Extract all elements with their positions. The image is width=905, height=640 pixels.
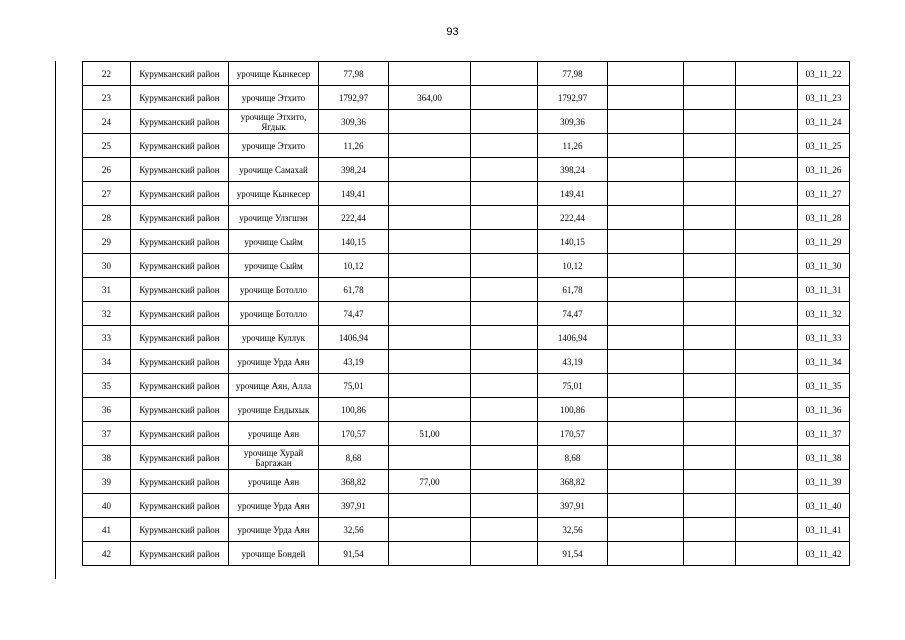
- table-row: [83, 62, 850, 86]
- cell-empty: [471, 254, 538, 278]
- cell-empty: [684, 350, 736, 374]
- cell-place: урочище Ендыхык: [229, 398, 319, 422]
- cell-empty: [608, 374, 684, 398]
- cell-empty: [471, 422, 538, 446]
- cell-empty: [471, 398, 538, 422]
- cell-total: 43,19: [538, 350, 608, 374]
- cell-number: 38: [83, 446, 131, 470]
- cell-area: 1406,94: [319, 326, 389, 350]
- cell-place: урочище Аян: [229, 422, 319, 446]
- cell-extra: [389, 350, 471, 374]
- cell-area: 74,47: [319, 302, 389, 326]
- cell-district: Курумканский район: [131, 446, 229, 470]
- cell-number: 26: [83, 158, 131, 182]
- cell-district: Курумканский район: [131, 302, 229, 326]
- cell-total: 74,47: [538, 302, 608, 326]
- cell-total: 1792,97: [538, 86, 608, 110]
- cell-number: 27: [83, 182, 131, 206]
- cell-empty: [608, 134, 684, 158]
- cell-place: урочище Урда Аян: [229, 350, 319, 374]
- cell-district: Курумканский район: [131, 350, 229, 374]
- cell-empty: [684, 494, 736, 518]
- cell-extra: [389, 230, 471, 254]
- table-row: [83, 230, 850, 254]
- table-row: [83, 446, 850, 470]
- cell-empty: [736, 62, 798, 86]
- cell-empty: [736, 518, 798, 542]
- cell-district: Курумканский район: [131, 230, 229, 254]
- cell-total: 61,78: [538, 278, 608, 302]
- cell-empty: [684, 518, 736, 542]
- cell-empty: [736, 446, 798, 470]
- table-row: [83, 302, 850, 326]
- cell-area: 8,68: [319, 446, 389, 470]
- table-row: [83, 206, 850, 230]
- table-row: [83, 518, 850, 542]
- cell-empty: [471, 278, 538, 302]
- cell-number: 29: [83, 230, 131, 254]
- cell-empty: [471, 134, 538, 158]
- cell-number: 22: [83, 62, 131, 86]
- cell-code: 03_11_39: [798, 470, 850, 494]
- cell-code: 03_11_26: [798, 158, 850, 182]
- cell-empty: [608, 230, 684, 254]
- cell-empty: [684, 254, 736, 278]
- cell-place: урочище Бондей: [229, 542, 319, 566]
- cell-number: 30: [83, 254, 131, 278]
- cell-place: урочище Аян, Алла: [229, 374, 319, 398]
- cell-total: 170,57: [538, 422, 608, 446]
- cell-empty: [471, 326, 538, 350]
- cell-empty: [684, 302, 736, 326]
- cell-empty: [471, 494, 538, 518]
- cell-empty: [736, 542, 798, 566]
- cell-area: 170,57: [319, 422, 389, 446]
- cell-empty: [608, 182, 684, 206]
- cell-empty: [684, 470, 736, 494]
- cell-total: 140,15: [538, 230, 608, 254]
- cell-empty: [608, 326, 684, 350]
- cell-empty: [608, 470, 684, 494]
- cell-empty: [736, 230, 798, 254]
- cell-empty: [736, 350, 798, 374]
- cell-empty: [684, 110, 736, 134]
- table-row: [83, 86, 850, 110]
- cell-district: Курумканский район: [131, 134, 229, 158]
- cell-place: урочище Куллук: [229, 326, 319, 350]
- cell-district: Курумканский район: [131, 278, 229, 302]
- cell-place: урочище Улзгшэн: [229, 206, 319, 230]
- cell-place: урочище Сыйм: [229, 230, 319, 254]
- cell-area: 222,44: [319, 206, 389, 230]
- cell-code: 03_11_27: [798, 182, 850, 206]
- table-row: [83, 110, 850, 134]
- cell-extra: 77,00: [389, 470, 471, 494]
- cell-number: 37: [83, 422, 131, 446]
- cell-code: 03_11_34: [798, 350, 850, 374]
- cell-empty: [471, 158, 538, 182]
- cell-empty: [471, 350, 538, 374]
- cell-district: Курумканский район: [131, 86, 229, 110]
- cell-extra: [389, 206, 471, 230]
- cell-empty: [608, 494, 684, 518]
- cell-extra: [389, 254, 471, 278]
- cell-area: 43,19: [319, 350, 389, 374]
- cell-empty: [608, 518, 684, 542]
- cell-empty: [608, 206, 684, 230]
- cell-total: 397,91: [538, 494, 608, 518]
- cell-number: 24: [83, 110, 131, 134]
- cell-empty: [736, 278, 798, 302]
- cell-empty: [736, 422, 798, 446]
- cell-empty: [608, 110, 684, 134]
- cell-area: 61,78: [319, 278, 389, 302]
- cell-extra: [389, 110, 471, 134]
- cell-empty: [608, 302, 684, 326]
- cell-district: Курумканский район: [131, 398, 229, 422]
- cell-total: 8,68: [538, 446, 608, 470]
- cell-code: 03_11_33: [798, 326, 850, 350]
- cell-total: 11,26: [538, 134, 608, 158]
- table-row: [83, 494, 850, 518]
- table-row: [83, 470, 850, 494]
- cell-empty: [684, 422, 736, 446]
- cell-district: Курумканский район: [131, 158, 229, 182]
- cell-district: Курумканский район: [131, 470, 229, 494]
- cell-number: 42: [83, 542, 131, 566]
- table-row: [83, 326, 850, 350]
- cell-empty: [684, 158, 736, 182]
- cell-empty: [684, 326, 736, 350]
- cell-number: 35: [83, 374, 131, 398]
- cell-place: урочище Ботолло: [229, 278, 319, 302]
- registry-table: [82, 61, 850, 566]
- cell-code: 03_11_41: [798, 518, 850, 542]
- cell-number: 28: [83, 206, 131, 230]
- cell-extra: [389, 446, 471, 470]
- cell-total: 91,54: [538, 542, 608, 566]
- cell-empty: [736, 398, 798, 422]
- table-row: [83, 278, 850, 302]
- cell-area: 149,41: [319, 182, 389, 206]
- cell-total: 77,98: [538, 62, 608, 86]
- cell-place: урочище Кынкесер: [229, 62, 319, 86]
- cell-empty: [471, 62, 538, 86]
- cell-district: Курумканский район: [131, 110, 229, 134]
- cell-place: урочище Этхито: [229, 134, 319, 158]
- cell-area: 32,56: [319, 518, 389, 542]
- cell-area: 398,24: [319, 158, 389, 182]
- cell-empty: [471, 518, 538, 542]
- cell-code: 03_11_40: [798, 494, 850, 518]
- cell-empty: [684, 62, 736, 86]
- cell-empty: [736, 326, 798, 350]
- cell-extra: [389, 326, 471, 350]
- cell-number: 25: [83, 134, 131, 158]
- cell-empty: [684, 86, 736, 110]
- cell-total: 398,24: [538, 158, 608, 182]
- cell-empty: [608, 158, 684, 182]
- cell-extra: [389, 398, 471, 422]
- cell-place: урочище Этхито: [229, 86, 319, 110]
- cell-total: 32,56: [538, 518, 608, 542]
- cell-total: 10,12: [538, 254, 608, 278]
- cell-extra: [389, 302, 471, 326]
- cell-empty: [471, 302, 538, 326]
- table-row: [83, 158, 850, 182]
- cell-area: 1792,97: [319, 86, 389, 110]
- table-row: [83, 398, 850, 422]
- cell-district: Курумканский район: [131, 374, 229, 398]
- cell-empty: [736, 470, 798, 494]
- cell-code: 03_11_32: [798, 302, 850, 326]
- cell-number: 23: [83, 86, 131, 110]
- cell-district: Курумканский район: [131, 62, 229, 86]
- cell-number: 41: [83, 518, 131, 542]
- cell-extra: [389, 542, 471, 566]
- cell-total: 368,82: [538, 470, 608, 494]
- cell-extra: [389, 518, 471, 542]
- cell-extra: [389, 62, 471, 86]
- cell-empty: [684, 206, 736, 230]
- cell-empty: [736, 494, 798, 518]
- table-row: [83, 374, 850, 398]
- cell-empty: [471, 86, 538, 110]
- cell-empty: [608, 422, 684, 446]
- cell-number: 36: [83, 398, 131, 422]
- cell-area: 140,15: [319, 230, 389, 254]
- cell-empty: [471, 182, 538, 206]
- cell-extra: [389, 134, 471, 158]
- cell-district: Курумканский район: [131, 494, 229, 518]
- cell-empty: [684, 278, 736, 302]
- cell-empty: [684, 230, 736, 254]
- cell-number: 34: [83, 350, 131, 374]
- cell-code: 03_11_24: [798, 110, 850, 134]
- cell-empty: [684, 398, 736, 422]
- cell-district: Курумканский район: [131, 518, 229, 542]
- cell-total: 309,36: [538, 110, 608, 134]
- cell-total: 149,41: [538, 182, 608, 206]
- cell-empty: [608, 446, 684, 470]
- cell-extra: [389, 374, 471, 398]
- cell-extra: [389, 158, 471, 182]
- table-row: [83, 254, 850, 278]
- cell-place: урочище Урда Аян: [229, 494, 319, 518]
- cell-extra: 364,00: [389, 86, 471, 110]
- table-body: [83, 62, 850, 566]
- cell-code: 03_11_29: [798, 230, 850, 254]
- cell-code: 03_11_30: [798, 254, 850, 278]
- cell-area: 77,98: [319, 62, 389, 86]
- cell-empty: [684, 374, 736, 398]
- cell-extra: 51,00: [389, 422, 471, 446]
- cell-number: 33: [83, 326, 131, 350]
- cell-total: 75,01: [538, 374, 608, 398]
- cell-number: 31: [83, 278, 131, 302]
- cell-empty: [736, 254, 798, 278]
- table-row: [83, 350, 850, 374]
- cell-empty: [684, 446, 736, 470]
- cell-district: Курумканский район: [131, 206, 229, 230]
- cell-area: 100,86: [319, 398, 389, 422]
- cell-empty: [608, 86, 684, 110]
- cell-empty: [736, 86, 798, 110]
- cell-code: 03_11_31: [798, 278, 850, 302]
- cell-empty: [471, 542, 538, 566]
- cell-empty: [471, 470, 538, 494]
- table-row: [83, 134, 850, 158]
- cell-code: 03_11_28: [798, 206, 850, 230]
- cell-empty: [471, 110, 538, 134]
- cell-place: урочище Сыйм: [229, 254, 319, 278]
- cell-district: Курумканский район: [131, 254, 229, 278]
- cell-empty: [736, 134, 798, 158]
- cell-empty: [736, 206, 798, 230]
- cell-place: урочище Самахай: [229, 158, 319, 182]
- cell-number: 40: [83, 494, 131, 518]
- table-row: [83, 542, 850, 566]
- cell-place: урочище Кынкесер: [229, 182, 319, 206]
- cell-empty: [736, 110, 798, 134]
- left-margin-rule: [55, 61, 56, 579]
- cell-district: Курумканский район: [131, 422, 229, 446]
- cell-code: 03_11_37: [798, 422, 850, 446]
- cell-place: урочище Аян: [229, 470, 319, 494]
- cell-area: 368,82: [319, 470, 389, 494]
- cell-empty: [608, 62, 684, 86]
- cell-area: 91,54: [319, 542, 389, 566]
- cell-district: Курумканский район: [131, 542, 229, 566]
- cell-code: 03_11_35: [798, 374, 850, 398]
- cell-number: 39: [83, 470, 131, 494]
- cell-area: 11,26: [319, 134, 389, 158]
- cell-area: 75,01: [319, 374, 389, 398]
- cell-total: 100,86: [538, 398, 608, 422]
- cell-empty: [608, 398, 684, 422]
- cell-empty: [471, 230, 538, 254]
- cell-code: 03_11_36: [798, 398, 850, 422]
- cell-empty: [684, 134, 736, 158]
- cell-empty: [608, 542, 684, 566]
- cell-code: 03_11_25: [798, 134, 850, 158]
- cell-empty: [736, 302, 798, 326]
- cell-empty: [471, 206, 538, 230]
- cell-district: Курумканский район: [131, 182, 229, 206]
- cell-empty: [608, 254, 684, 278]
- cell-area: 397,91: [319, 494, 389, 518]
- cell-number: 32: [83, 302, 131, 326]
- cell-district: Курумканский район: [131, 326, 229, 350]
- cell-place: урочище Урда Аян: [229, 518, 319, 542]
- table-row: [83, 422, 850, 446]
- cell-empty: [684, 542, 736, 566]
- cell-extra: [389, 182, 471, 206]
- cell-empty: [736, 374, 798, 398]
- cell-empty: [608, 278, 684, 302]
- cell-total: 1406,94: [538, 326, 608, 350]
- cell-empty: [684, 182, 736, 206]
- cell-empty: [471, 374, 538, 398]
- cell-code: 03_11_42: [798, 542, 850, 566]
- cell-empty: [736, 158, 798, 182]
- table-row: [83, 182, 850, 206]
- cell-area: 309,36: [319, 110, 389, 134]
- cell-area: 10,12: [319, 254, 389, 278]
- cell-place: урочище Хурай Баргажан: [229, 446, 319, 470]
- cell-total: 222,44: [538, 206, 608, 230]
- cell-code: 03_11_22: [798, 62, 850, 86]
- cell-code: 03_11_23: [798, 86, 850, 110]
- cell-extra: [389, 494, 471, 518]
- page-number: 93: [446, 26, 459, 38]
- cell-code: 03_11_38: [798, 446, 850, 470]
- cell-empty: [736, 182, 798, 206]
- cell-extra: [389, 278, 471, 302]
- cell-place: урочище Этхито, Ягдык: [229, 110, 319, 134]
- cell-empty: [471, 446, 538, 470]
- cell-place: урочище Ботолло: [229, 302, 319, 326]
- cell-empty: [608, 350, 684, 374]
